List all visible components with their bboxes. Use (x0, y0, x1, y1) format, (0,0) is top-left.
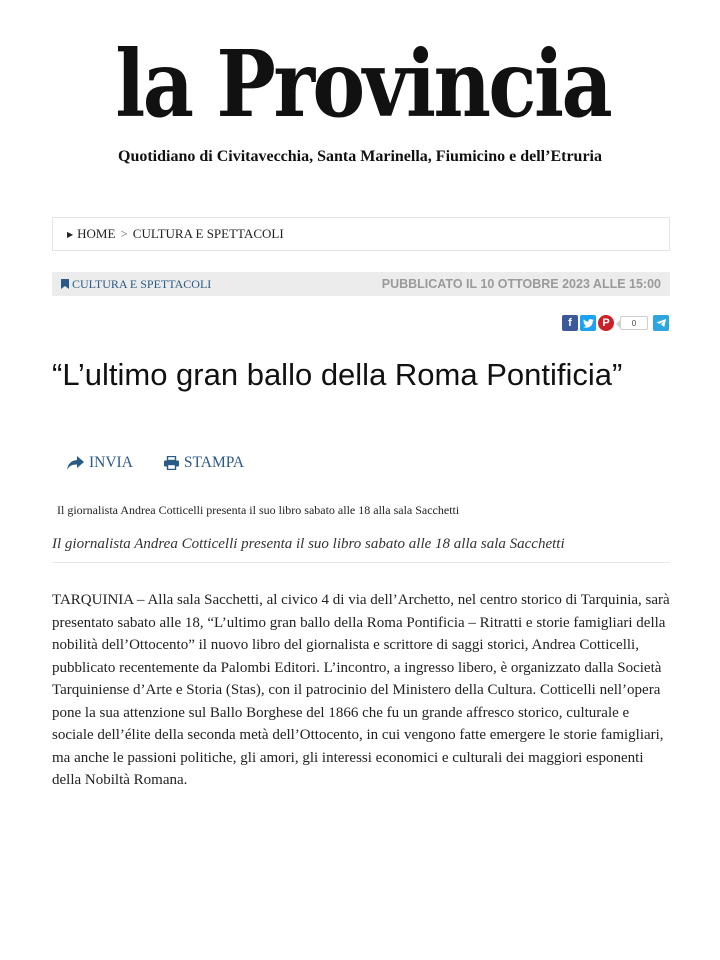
twitter-share-button[interactable] (580, 315, 596, 331)
newspaper-tagline: Quotidiano di Civitavecchia, Santa Marinella, Fiumicino e dell’Etruria (118, 148, 602, 165)
caret-right-icon: ▶ (67, 229, 74, 239)
print-label: STAMPA (183, 454, 245, 471)
share-arrow-icon (67, 456, 84, 470)
article-actions (67, 454, 244, 472)
send-button[interactable] (67, 454, 133, 472)
twitter-icon (583, 319, 594, 328)
printer-icon (164, 456, 179, 470)
telegram-share-button[interactable] (653, 315, 669, 331)
bookmark-icon (61, 279, 69, 289)
breadcrumb-separator: > (120, 226, 128, 241)
pinterest-share-button[interactable] (598, 315, 614, 331)
publish-date: PUBBLICATO IL 10 OTTOBRE 2023 ALLE 15:00 (381, 277, 661, 291)
pin-count: 0 (620, 316, 648, 330)
category-link[interactable] (61, 277, 211, 292)
facebook-share-button[interactable] (562, 315, 578, 331)
article-summary: Il giornalista Andrea Cotticelli presenta il suo libro sabato alle 18 alla sala Sacchetti (52, 536, 670, 563)
breadcrumb-home-link[interactable]: HOME (77, 226, 116, 241)
print-button[interactable] (164, 454, 244, 472)
article-title: “L’ultimo gran ballo della Roma Pontificia” (52, 357, 623, 392)
category-label: CULTURA E SPETTACOLI (72, 276, 212, 291)
telegram-icon (656, 318, 667, 328)
breadcrumb-category-link[interactable]: CULTURA E SPETTACOLI (132, 226, 284, 241)
pinterest-icon: P (602, 317, 610, 329)
masthead (0, 30, 720, 166)
category-bar (52, 272, 670, 296)
send-label: INVIA (89, 454, 133, 471)
article-body: TARQUINIA – Alla sala Sacchetti, al civico 4 di via dell’Archetto, nel centro storico di Tarquinia, sarà presentato sabato alle 18, “L’ultimo gran ballo della Roma Pontificia – Ritratti e storie famigliari della nobilità dell’Ottocento” il nuovo libro del giornalista e scrittore di saggi storici, Andrea Cotticelli, pubblicato recentemente da Palombi Editori. L’incontro, a ingresso libero, è organizzato dalla Società Tarquiniense d’Arte e Storia (Stas), con il patrocinio del Ministero della Cultura. Cotticelli nell’opera pone la sua attenzione sul Ballo Borghese del 1866 che fu un grande affresco storico, culturale e sociale dell’élite della seconda metà dell’Ottocento, in cui vengono fatte emergere le storie famigliari, ma anche le passioni politiche, gli amori, gli interessi economici e culturali dei maggiori esponenti della Nobiltà Romana. (52, 592, 670, 788)
newspaper-logo[interactable]: la Provincia (115, 30, 611, 138)
share-bar (562, 315, 669, 331)
breadcrumb (52, 217, 670, 251)
facebook-icon: f (568, 317, 572, 329)
image-caption: Il giornalista Andrea Cotticelli presenta il suo libro sabato alle 18 alla sala Sacchetti (57, 503, 460, 517)
